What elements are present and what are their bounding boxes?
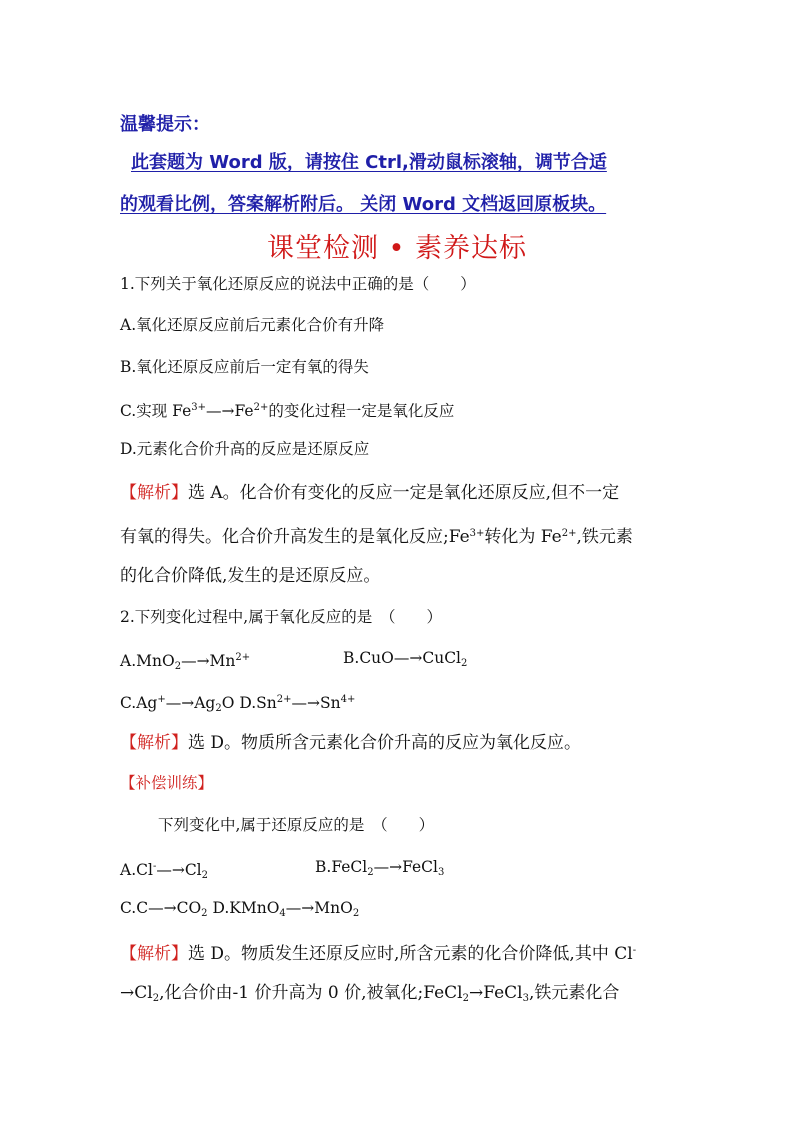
extra-analysis-text-1: 选 D。物质发生还原反应时,所含元素的化合价降低,其中 Cl: [188, 944, 633, 964]
extra-a-text-2: —→Cl: [156, 861, 202, 879]
extra-a-text-1: A.Cl: [120, 861, 153, 879]
analysis-tag: 【解析】: [120, 944, 188, 964]
q1-analysis-text-2b: 转化为 Fe: [484, 527, 562, 547]
q2-c-text-3: O D.Sn: [221, 694, 277, 712]
extra-analysis-line-2: [120, 982, 619, 1010]
q1-c-text-2: —→Fe: [206, 402, 254, 420]
extra-c-text-2: D.KMnO: [207, 899, 280, 917]
section-heading: 课堂检测 • 素养达标: [266, 233, 528, 264]
extra-c-sub-2: 4: [279, 908, 286, 919]
extra-analysis-text-2d: ,铁元素化合: [528, 983, 620, 1003]
q2-a-sub: 2: [174, 661, 182, 672]
extra-analysis-sub-3: 3: [522, 993, 529, 1004]
extra-c-text-3: —→MnO: [285, 899, 353, 917]
q1-option-d: D.元素化合价升高的反应是还原反应: [120, 440, 370, 458]
analysis-tag: 【解析】: [120, 733, 188, 753]
q1-c-text-1: C.实现 Fe: [120, 402, 192, 420]
q2-c-sup: +: [157, 694, 166, 705]
q2-c-text-1: C.Ag: [120, 694, 158, 712]
extra-a-sub: 2: [201, 870, 209, 881]
extra-analysis-line-1: [120, 940, 636, 965]
q2-options-cd: [120, 690, 355, 719]
extra-option-b: [315, 857, 444, 883]
q2-c-text-2: —→Ag: [165, 694, 216, 712]
extra-analysis-sup: -: [632, 945, 637, 956]
q1-option-a: A.氧化还原反应前后元素化合价有升降: [120, 316, 385, 334]
extra-analysis-text-2a: →Cl: [120, 983, 153, 1003]
q2-b-text: B.CuO—→CuCl: [343, 649, 462, 667]
q2-d-text: —→Sn: [291, 694, 341, 712]
tip-line-2[interactable]: 的观看比例，答案解析附后。 关闭 Word 文档返回原板块。: [120, 194, 607, 215]
q1-analysis-text-2c: ,铁元素: [576, 527, 633, 547]
q1-analysis-line-1: [120, 482, 619, 504]
q1-analysis-line-3: 的化合价降低,发生的是还原反应。: [120, 566, 381, 586]
q1-analysis-line-2: [120, 523, 633, 548]
q1-c-text-3: 的变化过程一定是氧化反应: [268, 402, 455, 420]
q1-analysis-sup-2: 2+: [561, 528, 577, 539]
extra-c-text-1: C.C—→CO: [120, 899, 202, 917]
q2-a-text-2: —→Mn: [181, 652, 236, 670]
q1-option-b: B.氧化还原反应前后一定有氧的得失: [120, 358, 369, 376]
extra-analysis-sub-1: 2: [152, 993, 160, 1004]
q2-stem: 2.下列变化过程中,属于氧化反应的是 （ ）: [120, 608, 442, 626]
analysis-tag: 【解析】: [120, 483, 188, 503]
extra-b-text-2: —→FeCl: [373, 858, 438, 876]
q2-d-sup-2: 4+: [340, 694, 356, 705]
extra-b-text-1: B.FeCl: [315, 858, 368, 876]
q2-a-sup: 2+: [235, 652, 251, 663]
extra-analysis-text-2c: →FeCl: [468, 983, 523, 1003]
q1-c-sup-2: 2+: [253, 402, 269, 413]
extra-b-sub-2: 3: [437, 867, 445, 878]
q2-analysis-text: 选 D。物质所含元素化合价升高的反应为氧化反应。: [188, 733, 582, 753]
extra-stem: 下列变化中,属于还原反应的是 （ ）: [158, 816, 435, 834]
q1-analysis-sup-1: 3+: [469, 528, 485, 539]
extra-options-cd: [120, 898, 359, 924]
q1-option-c: [120, 398, 454, 421]
extra-c-sub-1: 2: [201, 908, 208, 919]
tip-title: 温馨提示：: [120, 114, 210, 135]
q2-option-b: [343, 648, 467, 674]
q2-a-text-1: A.MnO: [120, 652, 175, 670]
q2-d-sup-1: 2+: [276, 694, 292, 705]
extra-b-sub-1: 2: [367, 867, 374, 878]
extra-analysis-sub-2: 2: [462, 993, 469, 1004]
extra-a-sup: -: [152, 861, 157, 872]
q1-analysis-text-2a: 有氧的得失。化合价升高发生的是氧化反应;Fe: [120, 527, 470, 547]
q1-c-sup-1: 3+: [191, 402, 206, 413]
q2-c-sub: 2: [215, 703, 222, 714]
extra-option-a: [120, 857, 208, 886]
q2-options-ab: [120, 648, 250, 677]
q2-analysis: [120, 732, 581, 754]
extra-analysis-text-2b: ,化合价由-1 价升高为 0 价,被氧化;FeCl: [159, 983, 463, 1003]
q2-b-sub: 2: [461, 658, 468, 669]
q1-stem: 1.下列关于氧化还原反应的说法中正确的是（ ）: [120, 275, 476, 293]
q1-analysis-text-1: 选 A。化合价有变化的反应一定是氧化还原反应,但不一定: [188, 483, 620, 503]
extra-c-sub-3: 2: [352, 908, 360, 919]
extra-tag: 【补偿训练】: [120, 774, 214, 792]
tip-line-1[interactable]: 此套题为 Word 版，请按住 Ctrl,滑动鼠标滚轴，调节合适: [131, 152, 607, 173]
